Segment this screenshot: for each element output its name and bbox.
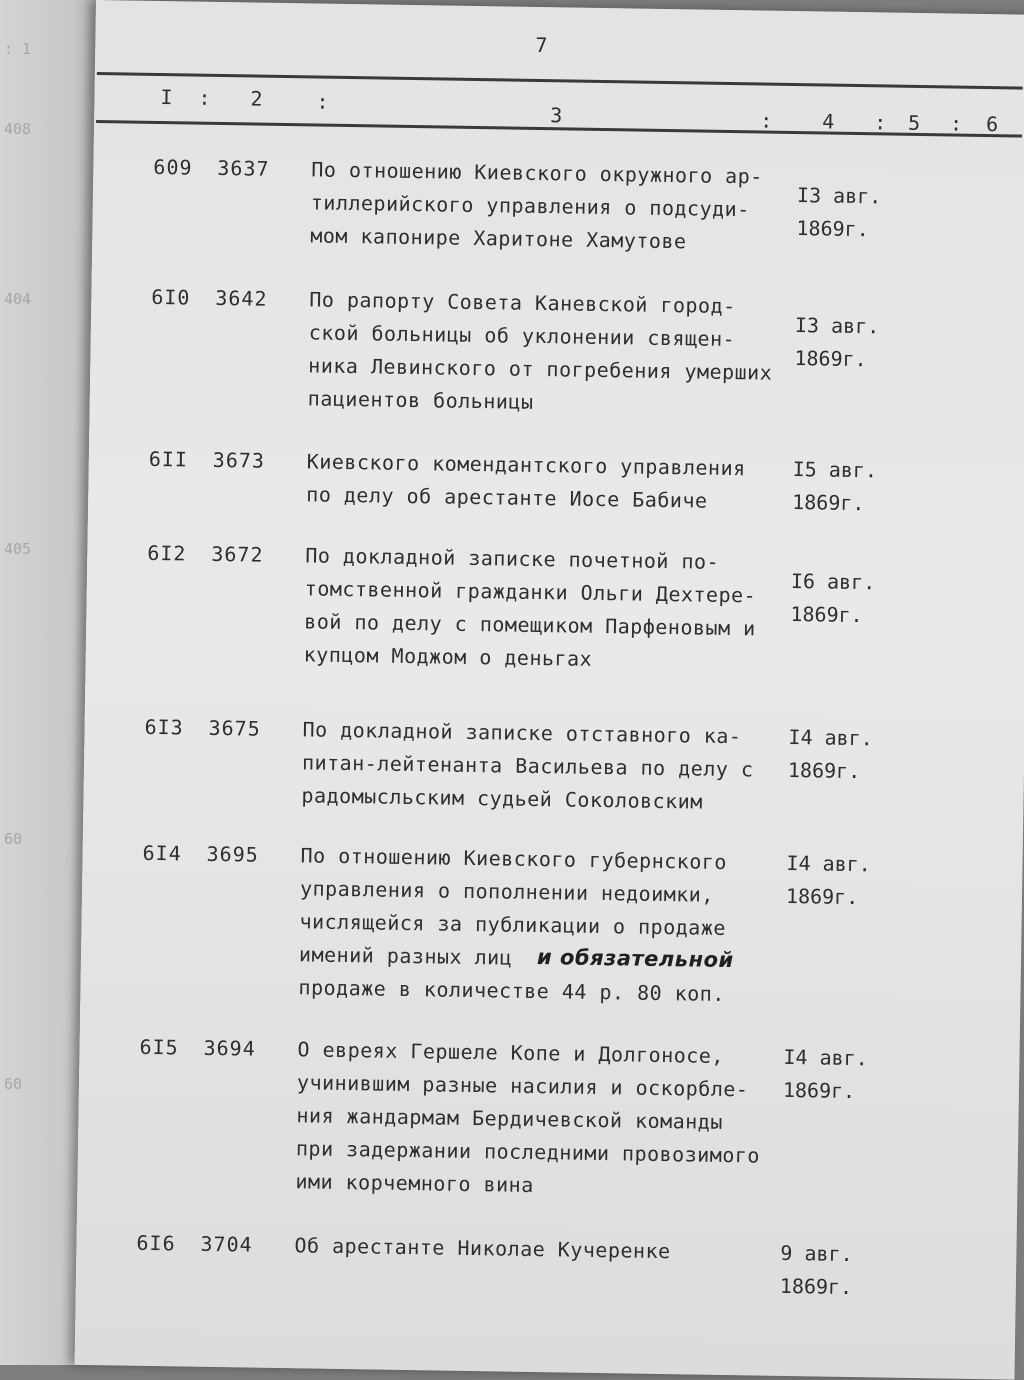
entry-date: I5 авг. 1869г.	[792, 457, 878, 516]
entry-description: По рапорту Совета Каневской город- ской больницы об уклонении священ- ника Левинского от погребения умерших пациентов больницы	[307, 287, 773, 414]
register-entry	[92, 280, 1012, 414]
entry-description: По отношению Киевского окружного ар- тиллерийского управления о подсуди- мом капонире Харитоне Хамутове	[310, 157, 763, 254]
column-header-4: 4	[821, 109, 836, 134]
register-entry	[77, 1226, 997, 1300]
ghost-mark: 408	[4, 120, 32, 138]
entry-date: I4 авг. 1869г.	[787, 724, 873, 784]
register-entry	[89, 442, 1009, 516]
entry-number: 6I3	[144, 714, 184, 740]
column-separator: :	[873, 110, 887, 135]
entry-description: По отношению Киевского губернского управления о пополнении недоимки, числящейся за публикации о продаже имений разных лиц	[298, 843, 728, 970]
case-number: 3672	[211, 541, 264, 567]
entry-date: I3 авг. 1869г.	[794, 313, 880, 372]
entry-number: 609	[153, 154, 193, 180]
column-header-6: 6	[985, 111, 1000, 137]
case-number: 3675	[208, 715, 261, 741]
entry-number: 6I2	[147, 540, 187, 566]
header-rule-top	[97, 72, 1023, 90]
entry-description: Киевского комендантского управления по делу об арестанте Иосе Бабиче	[306, 449, 746, 513]
ghost-mark: 404	[4, 290, 32, 308]
register-entry	[85, 710, 1005, 814]
register-entry	[88, 536, 1008, 671]
ghost-mark: : 1	[4, 40, 32, 58]
column-separator: :	[198, 85, 211, 110]
entry-date: 9 авг. 1869г.	[779, 1240, 853, 1300]
entry-number: 6I6	[136, 1230, 176, 1256]
case-number: 3704	[200, 1231, 253, 1257]
entry-description: О евреях Гершеле Копе и Долгоносе, учинившим разные насилия и оскорбле- ния жандармам Бердичевской команды при задержании последними провозимого ими корчемного вина	[295, 1037, 761, 1198]
column-header-5: 5	[907, 110, 922, 135]
entry-number: 6I5	[139, 1034, 179, 1060]
page-number: 7	[535, 32, 548, 58]
case-number: 3695	[206, 841, 259, 867]
case-number: 3642	[215, 285, 268, 311]
case-number: 3637	[217, 155, 270, 181]
column-header-2: 2	[250, 86, 264, 111]
ghost-mark: 405	[4, 540, 32, 558]
entry-description: Об арестанте Николае Кучеренке	[294, 1233, 671, 1264]
handwritten-insertion: и обязательной	[536, 945, 734, 973]
register-entry	[80, 1030, 1000, 1198]
document-page	[75, 0, 1024, 1380]
entry-number: 6I4	[142, 840, 182, 866]
case-number: 3673	[212, 447, 266, 473]
column-header-3: 3	[550, 103, 564, 128]
register-entry	[83, 836, 1003, 1006]
case-number: 3694	[203, 1035, 256, 1061]
column-separator: :	[949, 111, 963, 136]
column-separator: :	[316, 89, 329, 114]
entry-number: 6II	[148, 446, 189, 472]
entry-description-tail: продаже в количестве 44 р. 80 коп.	[298, 975, 726, 1006]
entry-date: I4 авг. 1869г.	[785, 850, 872, 910]
entry-date: I4 авг. 1869г.	[782, 1044, 868, 1104]
column-header-1: I	[160, 85, 174, 110]
column-separator: :	[760, 108, 773, 133]
ghost-mark: 60	[4, 1075, 23, 1093]
register-entry	[94, 150, 1014, 254]
ghost-mark: 60	[4, 830, 23, 848]
entry-description: По докладной записке почетной по- томственной гражданки Ольги Дехтере- вой по делу с помещиком Парфеновым и купцом Моджом о деньгах	[303, 543, 757, 671]
entry-number: 6I0	[151, 284, 191, 310]
entry-date: I3 авг. 1869г.	[796, 183, 882, 242]
entry-description: По докладной записке отставного ка- питан-лейтенанта Васильева по делу с радомысльским судьей Соколовским	[301, 717, 754, 814]
entry-date: I6 авг. 1869г.	[790, 568, 876, 628]
